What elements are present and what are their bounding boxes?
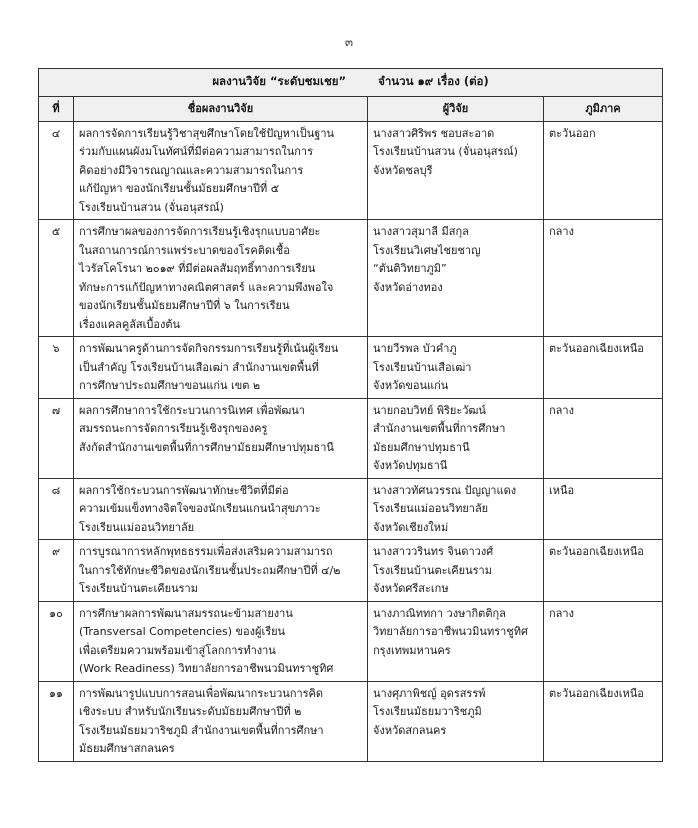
table-row — [39, 478, 663, 540]
researcher — [368, 681, 544, 761]
research-title-line: การศึกษาผลของการจัดการเรียนรู้เชิงรุกแบบอาศัยะ — [79, 225, 321, 238]
researcher — [368, 478, 544, 540]
table-row — [39, 121, 663, 220]
row-number: ๙ — [39, 540, 74, 602]
researcher-line: จังหวัดอ่างทอง — [373, 280, 443, 294]
research-title — [74, 478, 368, 540]
table-row — [39, 398, 663, 478]
researcher-line: จังหวัดศรีสะเกษ — [373, 582, 449, 595]
researcher-line: นางสาววรินทร จินดาวงศ์ — [373, 545, 494, 558]
table-row — [39, 540, 663, 602]
region: ตะวันออกเฉียงเหนือ — [544, 681, 663, 761]
table-caption — [39, 69, 663, 97]
region: กลาง — [544, 601, 663, 681]
research-title-line: ทักษะการแก้ปัญหาทางคณิตศาสตร์ และความพึงพอใจ — [79, 280, 334, 294]
row-number: ๘ — [39, 478, 74, 540]
researcher-line: จังหวัดชลบุรี — [373, 163, 433, 177]
region: กลาง — [544, 220, 663, 337]
researcher-line: โรงเรียนมัธยมวาริชภูมิ — [373, 705, 482, 718]
researcher-line: นางศุภาพิชญ์ อุดรสรรพ์ — [373, 686, 486, 700]
researcher-line: โรงเรียนวิเศษไชยชาญ — [373, 243, 481, 257]
region: ตะวันออกเฉียงเหนือ — [544, 337, 663, 399]
row-number: ๗ — [39, 398, 74, 478]
researcher-line: โรงเรียนบ้านตะเคียนราม — [373, 563, 492, 577]
researcher-line: จังหวัดขอนแก่น — [373, 379, 449, 392]
research-title — [74, 220, 368, 337]
row-number: ๖ — [39, 337, 74, 399]
research-title-line: ผลการจัดการเรียนรู้วิชาสุขศึกษาโดยใช้ปัญหาเป็นฐาน — [79, 126, 335, 140]
researcher-line: มัธยมศึกษาปทุมธานี — [373, 440, 470, 454]
table-caption-text: ผลงานวิจัย “ระดับชมเชย” — [212, 74, 347, 88]
research-title-line: เชิงระบบ สำหรับนักเรียนระดับมัธยมศึกษาปีที่ ๒ — [79, 705, 302, 718]
research-title-line: แก้ปัญหา ของนักเรียนชั้นมัธยมศึกษาปีที่ ๕ — [79, 182, 280, 195]
researcher — [368, 398, 544, 478]
region: ตะวันออกเฉียงเหนือ — [544, 540, 663, 602]
table-count-label: จำนวน ๑๙ เรื่อง (ต่อ) — [378, 74, 489, 88]
research-title-line: สมรรถนะการจัดการเรียนรู้เชิงรุกของครู — [79, 422, 268, 435]
header-title: ชื่อผลงานวิจัย — [74, 97, 368, 122]
researcher-line: โรงเรียนแม่ออนวิทยาลัย — [373, 502, 489, 515]
research-title-line: (Work Readiness) วิทยาลัยการอาชีพนวมินทราชูทิศ — [79, 662, 334, 675]
research-title-line: ร่วมกับแผนผังมโนทัศน์ที่มีต่อความสามารถในการ — [79, 145, 314, 158]
researcher-line: โรงเรียนบ้านสวน (จั่นอนุสรณ์) — [373, 145, 518, 158]
researcher — [368, 121, 544, 220]
research-title-line: ความเข้มแข็งทางจิตใจของนักเรียนแกนนำสุขภาวะ — [79, 502, 321, 515]
researcher — [368, 220, 544, 337]
row-number: ๕ — [39, 220, 74, 337]
table-row — [39, 681, 663, 761]
research-title-line: ผลการศึกษาการใช้กระบวนการนิเทศ เพื่อพัฒนา — [79, 403, 305, 417]
table-body — [39, 121, 663, 761]
researcher-line: สำนักงานเขตพื้นที่การศึกษา — [373, 422, 506, 435]
research-title-line: มัธยมศึกษาสกลนคร — [79, 742, 175, 755]
researcher-line: จังหวัดเชียงใหม่ — [373, 520, 449, 534]
research-title-line: โรงเรียนมัธยมวาริชภูมิ สำนักงานเขตพื้นที่การศึกษา — [79, 723, 324, 737]
research-title-line: การบูรณาการหลักพุทธธรรมเพื่อส่งเสริมความสามารถ — [79, 545, 333, 558]
region: กลาง — [544, 398, 663, 478]
research-title-line: การพัฒนาครูด้านการจัดกิจกรรมการเรียนรู้ที่เน้นผู้เรียน — [79, 342, 339, 355]
header-region: ภูมิภาค — [544, 97, 663, 122]
research-title-line: การศึกษาประถมศึกษาขอนแก่น เขต ๒ — [79, 379, 261, 392]
research-title — [74, 681, 368, 761]
research-title — [74, 121, 368, 220]
research-title-line: ในสถานการณ์การแพร่ระบาดของโรคติดเชื้อ — [79, 243, 290, 257]
header-no: ที่ — [39, 97, 74, 122]
header-researcher: ผู้วิจัย — [368, 97, 544, 122]
researcher-line: จังหวัดสกลนคร — [373, 723, 447, 737]
research-title-line: สังกัดสำนักงานเขตพื้นที่การศึกษามัธยมศึกษาปทุมธานี — [79, 440, 334, 454]
research-title-line: การพัฒนารูปแบบการสอนเพื่อพัฒนากระบวนการคิด — [79, 686, 324, 700]
research-title-line: เพื่อเตรียมความพร้อมเข้าสู่โลกการทำงาน — [79, 643, 276, 657]
research-title — [74, 540, 368, 602]
researcher — [368, 601, 544, 681]
research-title-line: โรงเรียนบ้านตะเคียนราม — [79, 582, 198, 595]
table-header-row — [39, 97, 663, 122]
research-title-line: การศึกษาผลการพัฒนาสมรรถนะข้ามสายงาน — [79, 606, 293, 620]
region: ตะวันออก — [544, 121, 663, 220]
researcher-line: นางสาวสุมาลี มีสกุล — [373, 225, 469, 238]
researcher-line: จังหวัดปทุมธานี — [373, 459, 448, 472]
researcher — [368, 337, 544, 399]
researcher-line: นายวีรพล บัวคำภู — [373, 342, 457, 355]
page-number: ๓ — [344, 35, 354, 49]
research-title — [74, 398, 368, 478]
research-title-line: คิดอย่างมีวิจารณญาณและความสามารถในการ — [79, 163, 304, 177]
research-title — [74, 337, 368, 399]
table-title-row — [39, 69, 663, 97]
research-title-line: (Transversal Competencies) ของผู้เรียน — [79, 625, 286, 638]
researcher-line: นางภาณิททกา วงษากิตติกุล — [373, 606, 506, 620]
row-number: ๑๑ — [39, 681, 74, 761]
researcher-line: วิทยาลัยการอาชีพนวมินทราชูทิศ — [373, 625, 528, 638]
researcher — [368, 540, 544, 602]
researcher-line: นายกอบวิทย์ พิริยะวัฒน์ — [373, 403, 486, 417]
researcher-line: นางสาวศิริพร ชอบสะอาด — [373, 126, 495, 140]
researcher-line: “ตันติวิทยาภูมิ” — [373, 262, 447, 275]
research-title-line: ของนักเรียนชั้นมัธยมศึกษาปีที่ ๖ ในการเรียน — [79, 299, 290, 312]
table-row — [39, 220, 663, 337]
research-title-line: ไวรัสโคโรนา ๒๐๑๙ ที่มีต่อผลสัมฤทธิ์ทางการเรียน — [79, 262, 316, 275]
research-title-line: โรงเรียนบ้านสวน (จั่นอนุสรณ์) — [79, 200, 224, 214]
researcher-line: นางสาวทัศนวรรณ ปัญญาแดง — [373, 483, 517, 497]
research-title-line: ผลการใช้กระบวนการพัฒนาทักษะชีวิตที่มีต่อ — [79, 483, 289, 497]
research-title-line: ในการใช้ทักษะชีวิตของนักเรียนชั้นประถมศึกษาปีที่ ๔/๒ — [79, 563, 341, 577]
region: เหนือ — [544, 478, 663, 540]
table-row — [39, 337, 663, 399]
table-row — [39, 601, 663, 681]
research-table — [38, 68, 663, 762]
research-title-line: เรื่องแคลคูลัสเบื้องต้น — [79, 317, 181, 331]
researcher-line: โรงเรียนบ้านเสือเฒ่า — [373, 360, 472, 374]
research-title — [74, 601, 368, 681]
researcher-line: กรุงเทพมหานคร — [373, 643, 451, 657]
research-title-line: เป็นสำคัญ โรงเรียนบ้านเสือเฒ่า สำนักงานเขตพื้นที่ — [79, 360, 319, 374]
row-number: ๑๐ — [39, 601, 74, 681]
research-title-line: โรงเรียนแม่ออนวิทยาลัย — [79, 520, 195, 534]
row-number: ๔ — [39, 121, 74, 220]
